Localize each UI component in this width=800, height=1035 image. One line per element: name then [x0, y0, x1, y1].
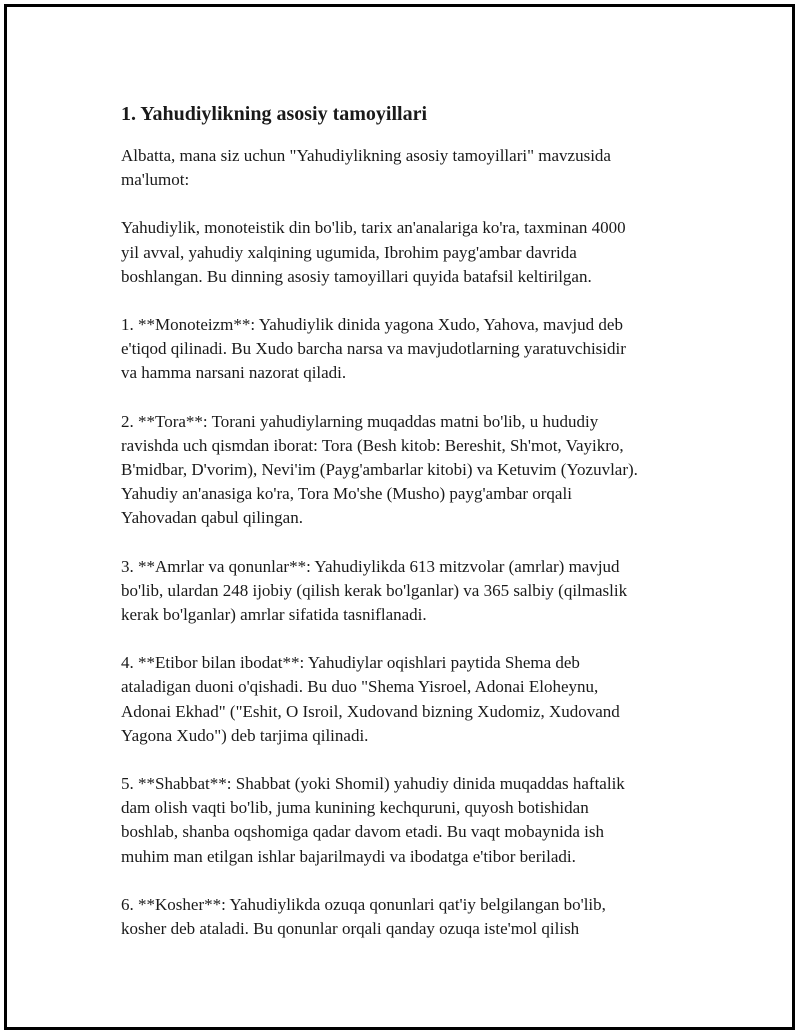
principle-ibodat: 4. **Etibor bilan ibodat**: Yahudiylar oqishlari paytida Shema deb ataladigan duoni o'qishadi. Bu duo "Shema Yisroel, Adonai Eloheynu, Adonai Ekhad" ("Eshit, O Isroil, Xudovand bizning Xudomiz, Xudovand Yagona Xudo") deb tarjima qilinadi. [121, 653, 620, 745]
page-frame [4, 4, 795, 1030]
intro-paragraph: Albatta, mana siz uchun "Yahudiylikning asosiy tamoyillari" mavzusida ma'lumot: [121, 146, 611, 190]
overview-paragraph: Yahudiylik, monoteistik din bo'lib, tarix an'analariga ko'ra, taxminan 4000 yil avval, yahudiy xalqining ugumida, Ibrohim payg'ambar davrida boshlangan. Bu dinning asosiy tamoyillari quyida batafsil keltirilgan. [121, 218, 626, 286]
principle-tora: 2. **Tora**: Torani yahudiylarning muqaddas matni bo'lib, u hududiy ravishda uch qismdan iborat: Tora (Besh kitob: Bereshit, Sh'mot, Vayikro, B'midbar, D'vorim), Nevi'im (Payg'ambarlar kitobi) va Ketuvim (Yozuvlar). Yahudiy an'anasiga ko'ra, Tora Mo'she (Musho) payg'ambar orqali Yahovadan qabul qilingan. [121, 411, 638, 528]
principle-shabbat: 5. **Shabbat**: Shabbat (yoki Shomil) yahudiy dinida muqaddas haftalik dam olish vaqti bo'lib, juma kunining kechquruni, quyosh botishidan boshlab, shanba oqshomiga qadar davom etadi. Bu vaqt mobaynida ish muhim man etilgan ishlar bajarilmaydi va ibodatga e'tibor beriladi. [121, 774, 625, 866]
document-title: 1. Yahudiylikning asosiy tamoyillari [121, 103, 427, 125]
document-body [121, 99, 701, 965]
principle-amrlar: 3. **Amrlar va qonunlar**: Yahudiylikda 613 mitzvolar (amrlar) mavjud bo'lib, ulardan 248 ijobiy (qilish kerak bo'lganlar) va 365 salbiy (qilmaslik kerak bo'lganlar) amrlar sifatida tasniflanadi. [121, 556, 628, 625]
principle-monoteizm: 1. **Monoteizm**: Yahudiylik dinida yagona Xudo, Yahova, mavjud deb e'tiqod qilinadi. Bu Xudo barcha narsa va mavjudotlarning yaratuvchisidir va hamma narsani nazorat qiladi. [121, 315, 626, 383]
principle-kosher: 6. **Kosher**: Yahudiylikda ozuqa qonunlari qat'iy belgilangan bo'lib, kosher deb ataladi. Bu qonunlar orqali qanday ozuqa iste'mol qilish [121, 894, 606, 939]
